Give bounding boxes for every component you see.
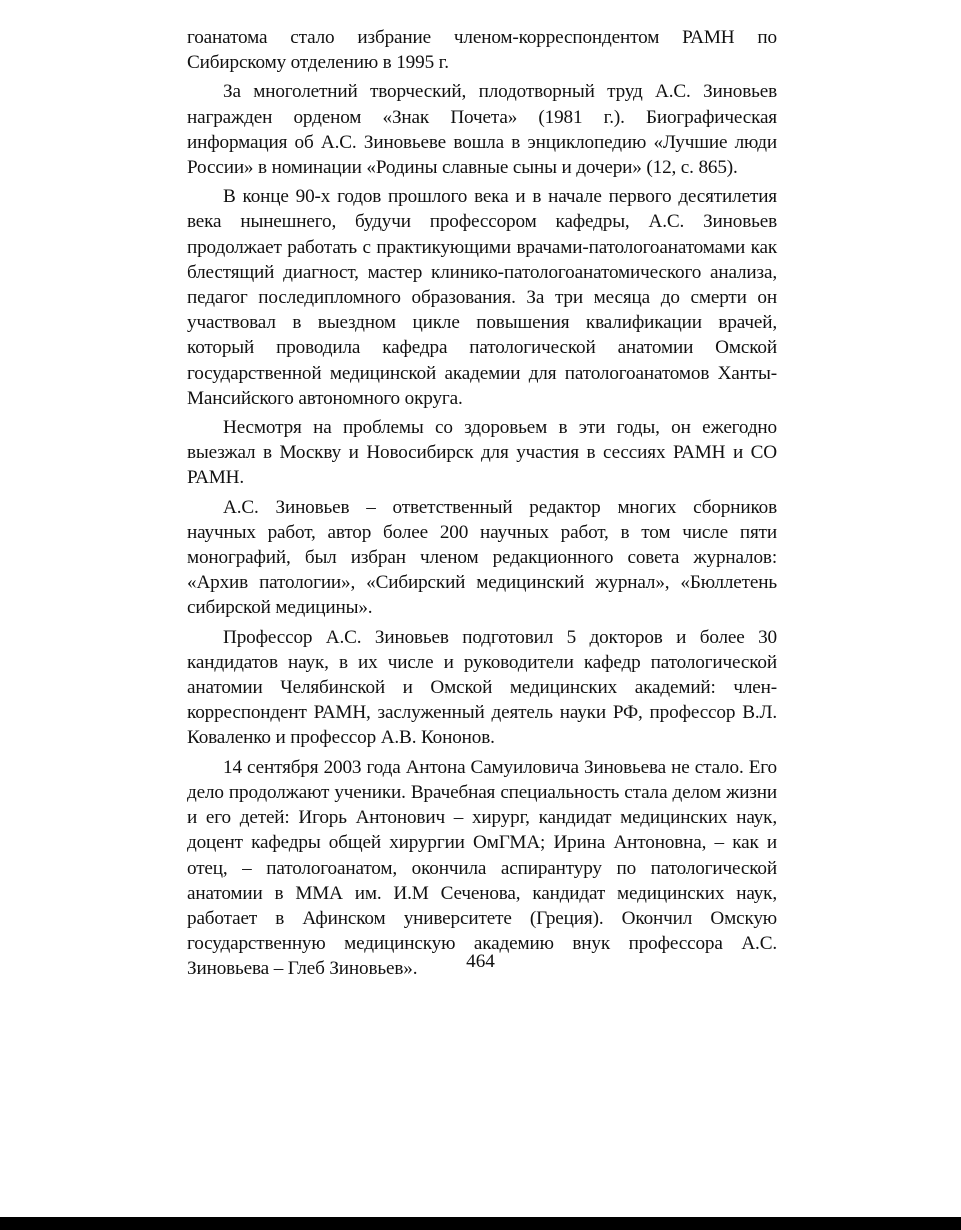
scan-bottom-border xyxy=(0,1217,961,1230)
paragraph-late-career: В конце 90-х годов прошлого века и в начале первого десятилетия века нынешнего, будучи профессором кафедры, А.С. Зиновьев продолжает работать с практикующими врачами-патологоанатомами как блестящий диагност, мастер клинико-патологоанатомического анализа, педагог последипломного образования. За три месяца до смерти он участвовал в выездном цикле повышения квалификации врачей, который проводила кафедра патологической анатомии Омской государственной медицинской академии для патологоанатомов Ханты-Мансийского автономного округа. xyxy=(187,186,777,409)
paragraph-continuation: гоанатома стало избрание членом-корреспондентом РАМН по Сибирскому отделению в 1995 г. xyxy=(187,27,777,74)
paragraph-students: Профессор А.С. Зиновьев подготовил 5 докторов и более 30 кандидатов наук, в их числе и руководители кафедр патологической анатомии Челябинской и Омской медицинских академий: член-корреспондент РАМН, заслуженный деятель науки РФ, профессор В.Л. Коваленко и профессор А.В. Кононов. xyxy=(187,626,777,749)
document-page xyxy=(187,25,777,982)
paragraph-health: Несмотря на проблемы со здоровьем в эти годы, он ежегодно выезжал в Москву и Новосибирск для участия в сессиях РАМН и СО РАМН. xyxy=(187,417,777,489)
paragraph-publications: А.С. Зиновьев – ответственный редактор многих сборников научных работ, автор более 200 научных работ, в том числе пяти монографий, был избран членом редакционного совета журналов: «Архив патологии», «Сибирский медицинский журнал», «Бюллетень сибирской медицины». xyxy=(187,496,777,619)
paragraph-legacy: 14 сентября 2003 года Антона Самуиловича Зиновьева не стало. Его дело продолжают ученики. Врачебная специальность стала делом жизни и его детей: Игорь Антонович – хирург, кандидат медицинских наук, доцент кафедры общей хирургии ОмГМА; Ирина Антоновна, – как и отец, – патологоанатом, окончила аспирантуру по патологической анатомии в ММА им. И.М Сеченова, кандидат медицинских наук, работает в Афинском университете (Греция). Окончил Омскую государственную медицинскую академию внук профессора А.С. Зиновьева – Глеб Зиновьев». xyxy=(187,756,777,980)
page-number: 464 xyxy=(466,951,495,972)
paragraph-award: За многолетний творческий, плодотворный труд А.С. Зиновьев награжден орденом «Знак Почета» (1981 г.). Биографическая информация об А.С. Зиновьеве вошла в энциклопедию «Лучшие люди России» в номинации «Родины славные сыны и дочери» (12, с. 865). xyxy=(187,81,777,179)
